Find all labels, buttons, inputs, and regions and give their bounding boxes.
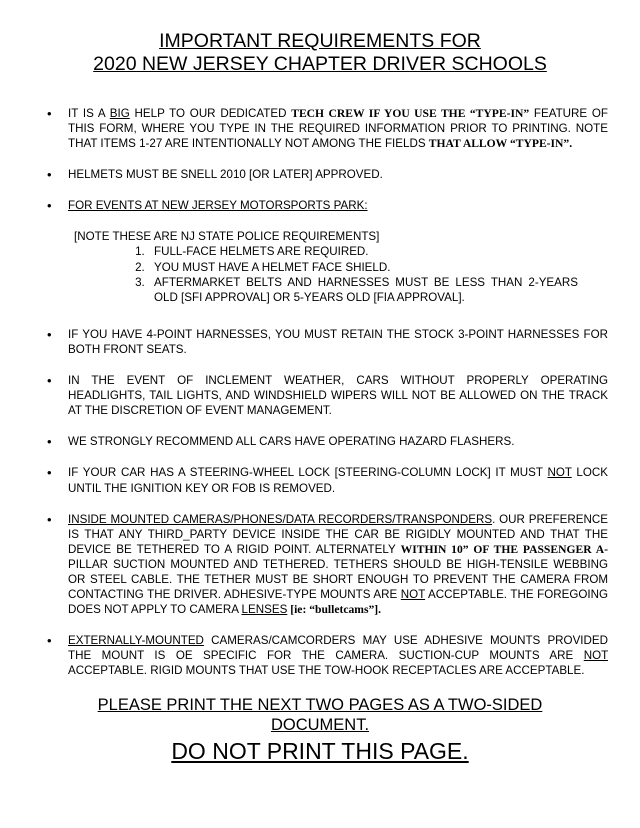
requirement-inside-cameras [30, 512, 610, 618]
print-instruction-line-1: PLEASE PRINT THE NEXT TWO PAGES AS A TWO-SIDED [97, 695, 543, 714]
inside-cameras-heading: INSIDE MOUNTED CAMERAS/PHONES/DATA RECORDERS/TRANSPONDERS [68, 512, 493, 526]
text-segment: CAMERAS/CAMCORDERS MAY USE ADHESIVE MOUNTS PROVIDED THE MOUNT IS OE SPECIFIC FOR THE CAMERA. SUCTION-CUP MOUNTS ARE [68, 634, 608, 663]
emphasis-big: BIG [109, 107, 130, 120]
emphasis-lenses: LENSES [241, 603, 288, 617]
njmp-item: 3. AFTERMARKET BELTS AND HARNESSES MUST BE LESS THAN 2-YEARS OLD [SFI APPROVAL] OR 5-YEARS OLD [FIA APPROVAL]. [148, 275, 578, 305]
page-title [30, 30, 610, 76]
text-segment: WE STRONGLY RECOMMEND ALL CARS HAVE OPERATING HAZARD FLASHERS. [68, 435, 515, 449]
text-segment-serif: TECH CREW IF YOU USE THE “TYPE-IN” [291, 107, 530, 120]
text-segment-serif: WITHIN 10” OF THE PASSENGER A- [400, 542, 608, 556]
do-not-print-warning: DO NOT PRINT THIS PAGE. [171, 737, 469, 764]
njmp-heading: FOR EVENTS AT NEW JERSEY MOTORSPORTS PARK: [68, 199, 368, 213]
text-segment-serif: THAT ALLOW “TYPE-IN”. [428, 137, 573, 151]
requirement-njmp [30, 198, 610, 213]
requirements-list-continued [30, 327, 610, 679]
requirement-type-in [30, 106, 610, 151]
requirement-steering-lock [30, 465, 610, 495]
requirement-external-cameras [30, 633, 610, 678]
text-segment-serif: [ie: “bulletcams”]. [287, 603, 382, 617]
print-instructions [30, 695, 610, 765]
external-cameras-heading: EXTERNALLY-MOUNTED [68, 634, 204, 648]
requirement-helmets [30, 167, 610, 182]
emphasis-not: NOT [583, 649, 608, 663]
njmp-item: 2. YOU MUST HAVE A HELMET FACE SHIELD. [148, 260, 578, 275]
requirement-harnesses [30, 327, 610, 357]
njmp-items [30, 244, 610, 304]
text-segment: IF YOUR CAR HAS A STEERING-WHEEL LOCK [STEERING-COLUMN LOCK] IT MUST [68, 466, 548, 480]
text-segment: ACCEPTABLE. THE FOREGOING DOES NOT APPLY TO CAMERA [68, 588, 609, 617]
emphasis-not: NOT [400, 588, 426, 602]
text-segment: IF YOU HAVE 4-POINT HARNESSES, YOU MUST RETAIN THE STOCK 3-POINT HARNESSES FOR BOTH FRONT SEATS. [68, 327, 608, 356]
requirements-list [30, 106, 610, 213]
text-segment: IN THE EVENT OF INCLEMENT WEATHER, CARS WITHOUT PROPERLY OPERATING HEADLIGHTS, TAIL LIGHTS, AND WINDSHIELD WIPERS WILL NOT BE ALLOWED ON THE TRACK AT THE DISCRETION OF EVENT MANAGEMENT. [68, 374, 608, 418]
text-segment: FEATURE OF THIS FORM, WHERE YOU TYPE IN THE REQUIRED INFORMATION PRIOR TO PRINTING. NOTE THAT ITEMS 1-27 ARE INTENTIONALLY NOT AMONG THE FIELDS [68, 107, 609, 151]
requirement-hazard-flashers [30, 434, 610, 449]
text-segment: PILLAR SUCTION MOUNTED AND TETHERED. TETHERS SHOULD BE HIGH-TENSILE WEBBING OR STEEL CABLE. THE TETHER MUST BE SHORT ENOUGH TO PREVENT THE CAMERA FROM CONTACTING THE DRIVER. ADHESIVE-TYPE MOUNTS ARE [68, 557, 608, 602]
emphasis-not: NOT [547, 466, 572, 480]
text-segment: HELMETS MUST BE SNELL 2010 [OR LATER] APPROVED. [68, 168, 383, 182]
text-segment: IT IS A [68, 107, 110, 120]
text-segment: HELP TO OUR DEDICATED [129, 107, 292, 120]
njmp-note: [NOTE THESE ARE NJ STATE POLICE REQUIREMENTS] [74, 230, 380, 244]
text-segment: . OUR PREFERENCE IS THAT ANY THIRD_PARTY DEVICE INSIDE THE CAR BE RIGIDLY MOUNTED AND THAT THE DEVICE BE TETHERED TO A RIGID POINT. ALTERNATELY [68, 512, 608, 556]
requirement-weather [30, 373, 610, 418]
title-line-1: IMPORTANT REQUIREMENTS FOR [159, 30, 481, 52]
text-segment: ACCEPTABLE. RIGID MOUNTS THAT USE THE TOW-HOOK RECEPTACLES ARE ACCEPTABLE. [68, 664, 585, 678]
njmp-item: 1. FULL-FACE HELMETS ARE REQUIRED. [148, 244, 578, 259]
title-line-2: 2020 NEW JERSEY CHAPTER DRIVER SCHOOLS [93, 53, 547, 75]
print-instruction-line-2: DOCUMENT. [270, 715, 370, 734]
text-segment: LOCK UNTIL THE IGNITION KEY OR FOB IS REMOVED. [68, 466, 608, 495]
